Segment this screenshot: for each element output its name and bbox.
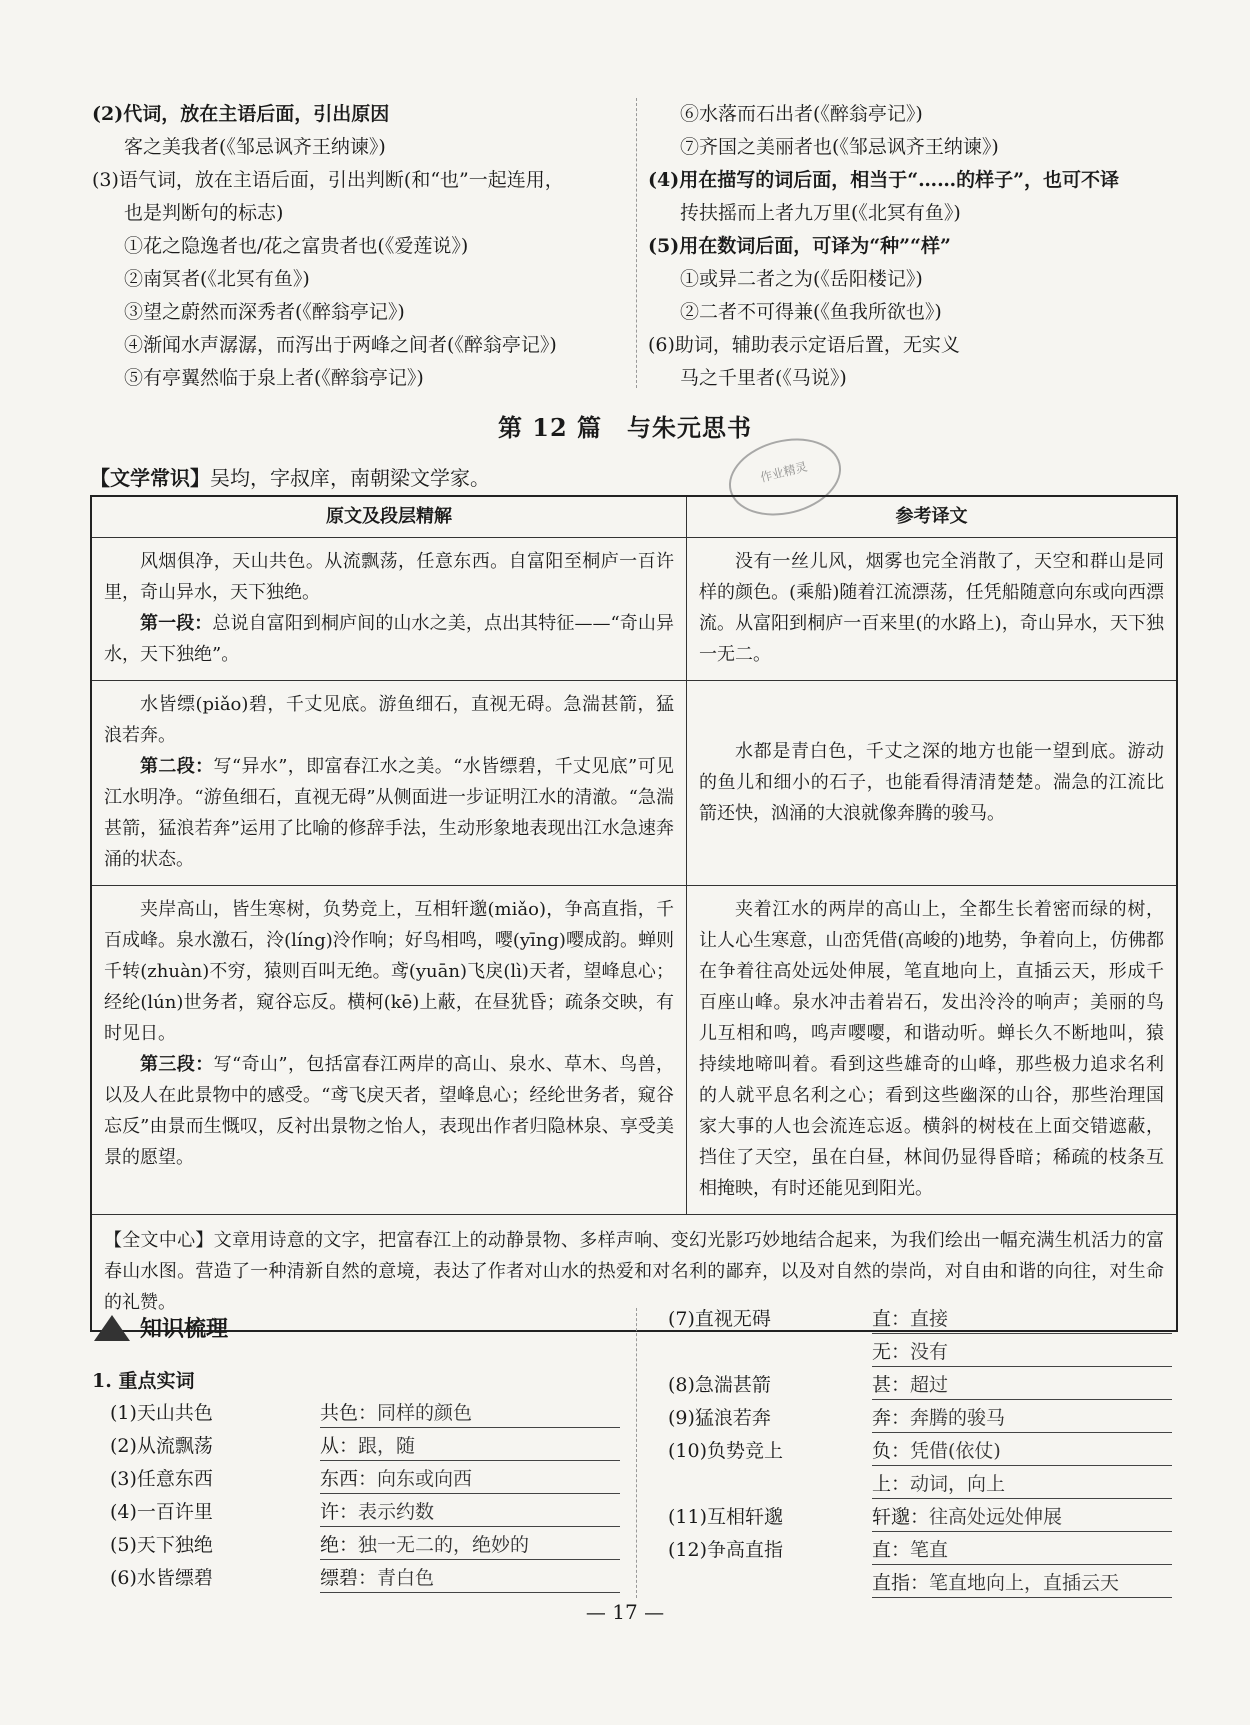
vocab-answer-text: 青白色 (377, 1567, 435, 1589)
vocab-answer-text: 直接 (910, 1308, 949, 1330)
vocab-answer-text: 没有 (910, 1341, 949, 1363)
column-divider (636, 98, 637, 388)
segment-label: 第二段： (140, 756, 214, 777)
table-row (91, 538, 1177, 681)
vocab-key: 从： (320, 1435, 359, 1457)
usage-line: ⑥水落而石出者(《醉翁亭记》) (680, 103, 923, 125)
vocab-answer (872, 1535, 1172, 1565)
vocab-term: (7)直视无碍 (668, 1308, 771, 1330)
table-row (91, 681, 1177, 886)
usage-line: ⑦齐国之美丽者也(《邹忌讽齐王纳谏》) (680, 136, 999, 158)
original-cell (91, 886, 687, 1215)
lesson-title: 第 12 篇 与朱元思书 (497, 413, 753, 442)
vocab-answer (320, 1530, 620, 1560)
vocab-answer-text: 奔腾的骏马 (910, 1407, 1006, 1429)
usage-line: (3)语气词，放在主语后面，引出判断(和“也”一起连用， (92, 169, 564, 191)
analysis-text: 写“异水”，即富春江水之美。“水皆缥碧，千丈见底”可见江水明净。“游鱼细石，直视无碍”从侧面进一步证明江水的清澈。“急湍甚箭，猛浪若奔”运用了比喻的修辞手法，生动形象地表现出江水急速奔涌的状态。 (104, 756, 675, 870)
vocab-answer-text: 凭借(依仗) (910, 1440, 1001, 1462)
paragraph-analysis (104, 751, 674, 875)
vocab-key: 东西： (320, 1468, 378, 1490)
vocab-key: 奔： (872, 1407, 911, 1429)
usage-line: ③望之蔚然而深秀者(《醉翁亭记》) (124, 301, 405, 323)
table-header-translation: 参考译文 (687, 496, 1178, 538)
usage-line: (2)代词，放在主语后面，引出原因 (92, 103, 390, 125)
literary-knowledge-tag: 【文学常识】 (90, 466, 210, 490)
paragraph-analysis (104, 608, 674, 670)
knowledge-heading (94, 1312, 228, 1343)
vocab-answer-text: 笔直地向上，直插云天 (929, 1572, 1120, 1594)
vocab-answer (320, 1398, 620, 1428)
vocab-term: (1)天山共色 (110, 1402, 213, 1424)
usage-line: (6)助词，辅助表示定语后置，无实义 (648, 334, 960, 356)
vocab-term: (2)从流飘荡 (110, 1435, 213, 1457)
page-number: — 17 — (585, 1600, 665, 1624)
usage-line: ②二者不可得兼(《鱼我所欲也》) (680, 301, 942, 323)
original-text: 风烟俱净，天山共色。从流飘荡，任意东西。自富阳至桐庐一百许里，奇山异水，天下独绝。 (104, 551, 674, 603)
translation-text: 没有一丝儿风，烟雾也完全消散了，天空和群山是同样的颜色。(乘船)随着江流漂荡，任凭船随意向东或向西漂流。从富阳到桐庐一百来里(的水路上)，奇山异水，天下独一无二。 (699, 551, 1164, 665)
vocab-term: (6)水皆缥碧 (110, 1567, 213, 1589)
vocab-key: 上： (872, 1473, 911, 1495)
vocab-answer-text: 同样的颜色 (377, 1402, 473, 1424)
segment-label: 第三段： (140, 1054, 214, 1075)
original-cell (91, 538, 687, 681)
vocab-term: (9)猛浪若奔 (668, 1407, 771, 1429)
usage-line: ①花之隐逸者也/花之富贵者也(《爱莲说》) (124, 235, 469, 257)
usage-line: 马之千里者(《马说》) (680, 367, 847, 389)
literary-knowledge (90, 462, 490, 491)
vocab-key: 直： (872, 1308, 911, 1330)
vocab-answer (872, 1403, 1172, 1433)
vocab-answer (872, 1469, 1172, 1499)
vocab-term: (11)互相轩邈 (668, 1506, 784, 1528)
vocab-key: 绝： (320, 1534, 359, 1556)
usage-line: ①或异二者之为(《岳阳楼记》) (680, 268, 923, 290)
vocab-key: 直： (872, 1539, 911, 1561)
vocab-key: 轩邈： (872, 1506, 930, 1528)
vocab-answer (320, 1464, 620, 1494)
table-header-original: 原文及段层精解 (91, 496, 687, 538)
vocab-term: (3)任意东西 (110, 1468, 213, 1490)
usage-line: ②南冥者(《北冥有鱼》) (124, 268, 310, 290)
vocab-term: (10)负势竞上 (668, 1440, 784, 1462)
knowledge-subheading: 1. 重点实词 (92, 1370, 195, 1392)
usage-line: (5)用在数词后面，可译为“种”“样” (648, 235, 951, 257)
vocab-answer-text: 跟，随 (358, 1435, 416, 1457)
translation-text: 夹着江水的两岸的高山上，全都生长着密而绿的树，让人心生寒意，山峦凭借(高峻的)地势，争着向上，仿佛都在争着往高处远处伸展，笔直地向上，直插云天，形成千百座山峰。泉水冲击着岩石，发出泠泠的响声；美丽的鸟儿互相和鸣，鸣声嘤嘤，和谐动听。蝉长久不断地叫，猿持续地啼叫着。看到这些雄奇的山峰，那些极力追求名利的人就平息名利之心；看到这些幽深的山谷，那些治理国家大事的人也会流连忘返。横斜的树枝在上面交错遮蔽，挡住了天空，虽在白昼，林间仍显得昏暗；稀疏的枝条互相掩映，有时还能见到阳光。 (699, 899, 1164, 1199)
usage-list-left (92, 98, 637, 395)
usage-line: 客之美我者(《邹忌讽齐王纳谏》) (124, 136, 386, 158)
translation-text: 水都是青白色，千丈之深的地方也能一望到底。游动的鱼儿和细小的石子，也能看得清清楚楚。湍急的江流比箭还快，汹涌的大浪就像奔腾的骏马。 (699, 740, 1164, 824)
vocab-answer (872, 1370, 1172, 1400)
usage-line: 抟扶摇而上者九万里(《北冥有鱼》) (680, 202, 961, 224)
vocab-term: (12)争高直指 (668, 1539, 784, 1561)
original-text: 水皆缥(piǎo)碧，千丈见底。游鱼细石，直视无碍。急湍甚箭，猛浪若奔。 (104, 694, 674, 746)
vocab-answer-text: 笔直 (910, 1539, 949, 1561)
translation-cell (687, 681, 1178, 886)
original-cell (91, 681, 687, 886)
table-row (91, 886, 1177, 1215)
vocab-key: 负： (872, 1440, 911, 1462)
pyramid-icon (94, 1315, 130, 1341)
vocab-answer (872, 1568, 1172, 1598)
vocab-key: 无： (872, 1341, 911, 1363)
usage-line: ⑤有亭翼然临于泉上者(《醉翁亭记》) (124, 367, 424, 389)
vocab-answer-text: 独一无二的，绝妙的 (358, 1534, 530, 1556)
analysis-text: 总说自富阳到桐庐间的山水之美，点出其特征——“奇山异水，天下独绝”。 (104, 613, 675, 665)
vocab-answer (872, 1436, 1172, 1466)
usage-line: (4)用在描写的词后面，相当于“……的样子”，也可不译 (648, 169, 1120, 191)
translation-cell (687, 886, 1178, 1215)
column-divider (636, 1308, 637, 1598)
vocab-answer (872, 1304, 1172, 1334)
vocab-term: (4)一百许里 (110, 1501, 213, 1523)
usage-line: ④渐闻水声潺潺，而泻出于两峰之间者(《醉翁亭记》) (124, 334, 557, 356)
vocab-answer-text: 动词，向上 (910, 1473, 1006, 1495)
vocab-answer-text: 向东或向西 (377, 1468, 473, 1490)
vocab-answer (872, 1337, 1172, 1367)
vocab-key: 直指： (872, 1572, 930, 1594)
vocab-answer (320, 1431, 620, 1461)
watermark-stamp: 作业精灵 (721, 427, 850, 526)
vocab-term: (8)急湍甚箭 (668, 1374, 771, 1396)
central-idea-text: 文章用诗意的文字，把富春江上的动静景物、多样声响、变幻光影巧妙地结合起来，为我们绘出一幅充满生机活力的富春山水图。营造了一种清新自然的意境，表达了作者对山水的热爱和对名利的鄙弃，以及对自然的崇尚，对自由和谐的向往，对生命的礼赞。 (104, 1230, 1164, 1313)
usage-list-right (648, 98, 1208, 395)
vocab-key: 共色： (320, 1402, 378, 1424)
literary-knowledge-text: 吴均，字叔庠，南朝梁文学家。 (210, 466, 490, 490)
translation-cell (687, 538, 1178, 681)
vocab-answer (320, 1563, 620, 1593)
vocab-key: 甚： (872, 1374, 911, 1396)
segment-label: 第一段： (140, 613, 213, 634)
vocab-answer-text: 往高处远处伸展 (929, 1506, 1063, 1528)
vocab-key: 缥碧： (320, 1567, 378, 1589)
vocab-answer (872, 1502, 1172, 1532)
vocab-answer (320, 1497, 620, 1527)
analysis-text: 写“奇山”，包括富春江两岸的高山、泉水、草木、鸟兽，以及人在此景物中的感受。“鸢飞戾天者，望峰息心；经纶世务者，窥谷忘反”由景而生慨叹，反衬出景物之怡人，表现出作者归隐林泉、享受美景的愿望。 (104, 1054, 675, 1168)
text-translation-table (90, 495, 1178, 1332)
knowledge-heading-text: 知识梳理 (140, 1316, 229, 1342)
paragraph-analysis (104, 1049, 674, 1173)
central-idea-tag: 【全文中心】 (104, 1230, 214, 1251)
vocab-term: (5)天下独绝 (110, 1534, 213, 1556)
vocab-answer-text: 超过 (910, 1374, 949, 1396)
vocab-key: 许： (320, 1501, 359, 1523)
usage-line: 也是判断句的标志) (124, 202, 284, 224)
vocab-answer-text: 表示约数 (358, 1501, 435, 1523)
original-text: 夹岸高山，皆生寒树，负势竞上，互相轩邈(miǎo)，争高直指，千百成峰。泉水激石，泠(líng)泠作响；好鸟相鸣，嘤(yīng)嘤成韵。蝉则千转(zhuàn)不穷，猿则百叫无绝。鸢(yuān)飞戾(lì)天者，望峰息心；经纶(lún)世务者，窥谷忘反。横柯(kē)上蔽，在昼犹昏；疏条交映，有时见日。 (104, 899, 674, 1044)
